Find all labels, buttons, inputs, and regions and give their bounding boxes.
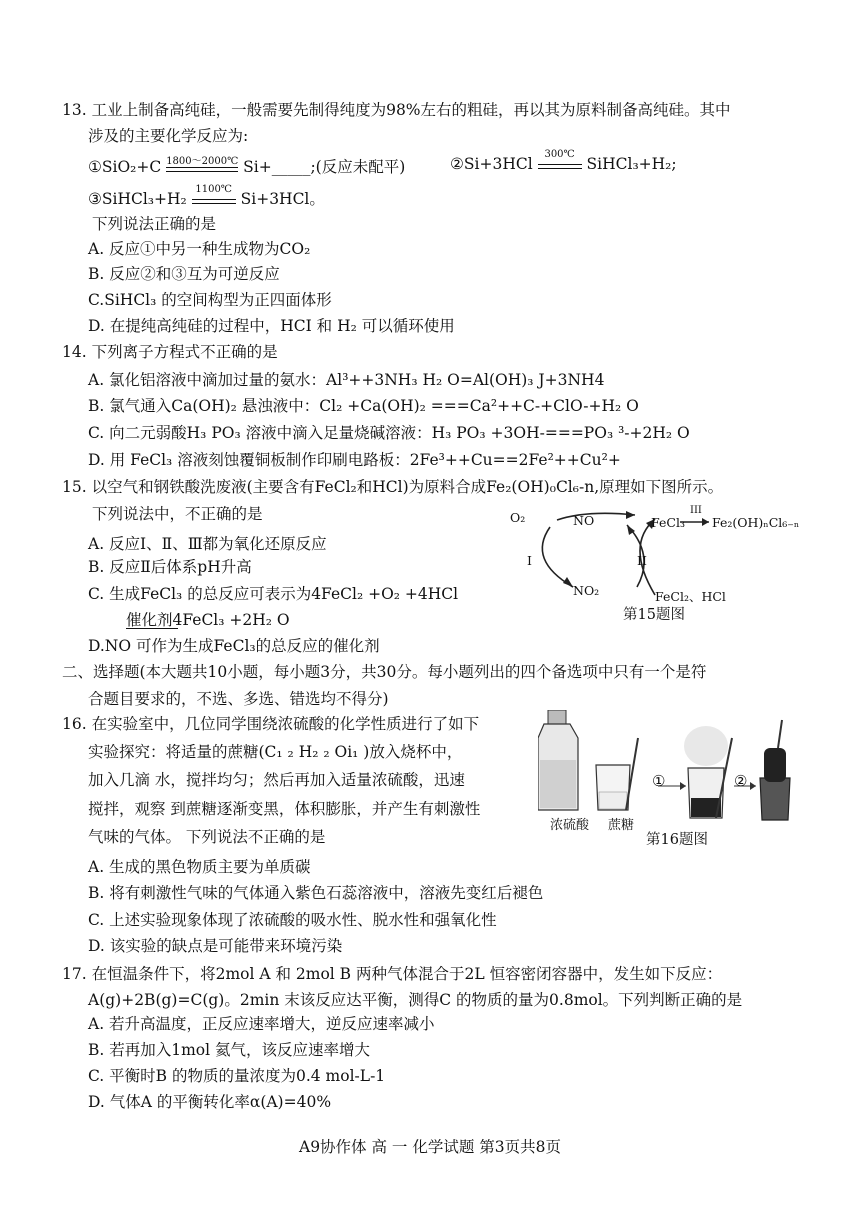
q13-r1-right: Si+_____;(反应未配平) xyxy=(243,158,406,176)
q17-stem-line2: A(g)+2B(g)=C(g)。2min 末该反应达平衡，测得C 的物质的量为0.8mol。下列判断正确的是 xyxy=(88,991,743,1009)
q14-stem: 14. 下列离子方程式不正确的是 xyxy=(62,343,278,361)
q16-stem-line3: 加入几滴 水，搅拌均匀；然后再加入适量浓硫酸，迅速 xyxy=(88,771,465,789)
q15-prompt: 下列说法中，不正确的是 xyxy=(92,505,263,523)
q13-prompt: 下列说法正确的是 xyxy=(92,215,217,233)
q13-r2-arrow xyxy=(538,148,582,169)
q16-fig-step2: ② xyxy=(734,772,748,790)
q15-fig-product: Fe₂(OH)ₙCl₆₋ₙ xyxy=(712,515,800,530)
q13-r2-right: SiHCl₃+H₂; xyxy=(586,155,677,173)
q16-stem-line2: 实验探究：将适量的蔗糖(C₁ ₂ H₂ ₂ Oi₁ )放入烧杯中， xyxy=(88,743,463,761)
q14-option-d: D. 用 FeCl₃ 溶液刻蚀覆铜板制作印刷电路板：2Fe³++Cu==2Fe²++Cu²+ xyxy=(88,451,621,469)
q15-fig-label-ii: II xyxy=(637,553,647,568)
section2-line2: 合题目要求的，不选、多选、错选均不得分) xyxy=(88,690,389,708)
q13-r2-condition: 300℃ xyxy=(544,148,575,160)
q13-r2-left: ②Si+3HCl xyxy=(450,155,533,173)
q15-option-c: C. 生成FeCl₃ 的总反应可表示为4FeCl₂ +O₂ +4HCl xyxy=(88,585,459,603)
q16-option-c: C. 上述实验现象体现了浓硫酸的吸水性、脱水性和强氧化性 xyxy=(88,911,497,929)
q14-option-a: A. 氯化铝溶液中滴加过量的氨水：Al³++3NH₃ H₂ O=Al(OH)₃ J+3NH4 xyxy=(88,371,605,389)
q17-option-a: A. 若升高温度，正反应速率增大，逆反应速率减小 xyxy=(88,1015,435,1033)
q16-figure xyxy=(538,710,808,855)
q13-r3-left: ③SiHCl₃+H₂ xyxy=(88,190,187,208)
q15-fig-o2: O₂ xyxy=(510,510,526,525)
q16-fig-sugar-label: 蔗糖 xyxy=(608,818,635,833)
q16-option-b: B. 将有刺激性气味的气体通入紫色石蕊溶液中，溶液先变红后褪色 xyxy=(88,884,544,902)
q13-option-a: A. 反应①中另一种生成物为CO₂ xyxy=(88,240,311,258)
q14-option-b: B. 氯气通入Ca(OH)₂ 悬浊液中：Cl₂ +Ca(OH)₂ ===Ca²++C-+ClO-+H₂ O xyxy=(88,397,639,415)
q16-fig-step1: ① xyxy=(652,772,666,790)
q13-r3-right: Si+3HCl。 xyxy=(240,190,325,208)
q13-stem-line2: 涉及的主要化学反应为: xyxy=(88,127,249,145)
q13-reaction-3 xyxy=(88,183,325,209)
q13-r3-condition: 1100℃ xyxy=(195,183,232,195)
q15-figure xyxy=(505,505,805,625)
q15-fig-no: NO xyxy=(573,513,595,528)
q16-stem-line5: 气味的气体。 下列说法不正确的是 xyxy=(88,828,326,846)
q15-fig-label-i: I xyxy=(527,553,532,568)
q13-reaction-1 xyxy=(88,155,405,177)
q13-reaction-2 xyxy=(450,148,677,173)
q13-r1-left: ①SiO₂+C xyxy=(88,158,162,176)
section2-line1: 二、选择题(本大题共10小题，每小题3分，共30分。每小题列出的四个备选项中只有一个是符 xyxy=(62,663,707,681)
q16-stem-line1: 16. 在实验室中，几位同学围绕浓硫酸的化学性质进行了如下 xyxy=(62,715,480,733)
q16-fig-acid-label: 浓硫酸 xyxy=(550,818,590,833)
q13-stem-line1: 13. 工业上制备高纯硅，一般需要先制得纯度为98%左右的粗硅，再以其为原料制备高纯硅。其中 xyxy=(62,101,731,119)
q15-option-b: B. 反应Ⅱ后体系pH升高 xyxy=(88,558,252,576)
q15-fig-reactants: FeCl₂、HCl xyxy=(655,589,726,604)
q17-option-d: D. 气体A 的平衡转化率α(A)=40% xyxy=(88,1093,332,1111)
q15-stem: 15. 以空气和钢铁酸洗废液(主要含有FeCl₂和HCl)为原料合成Fe₂(OH)₀Cl₆-n,原理如下图所示。 xyxy=(62,478,724,496)
q16-option-d: D. 该实验的缺点是可能带来环境污染 xyxy=(88,937,343,955)
q15-fig-caption: 第15题图 xyxy=(623,607,685,623)
q17-option-c: C. 平衡时B 的物质的量浓度为0.4 mol-L-1 xyxy=(88,1067,386,1085)
q13-r1-arrow xyxy=(166,155,239,172)
q13-option-b: B. 反应②和③互为可逆反应 xyxy=(88,265,280,283)
q13-option-d: D. 在提纯高纯硅的过程中，HCI 和 H₂ 可以循环使用 xyxy=(88,317,455,335)
q15-option-d: D.NO 可作为生成FeCl₃的总反应的催化剂 xyxy=(88,637,380,655)
q13-option-c: C.SiHCl₃ 的空间构型为正四面体形 xyxy=(88,291,332,309)
q17-option-b: B. 若再加入1mol 氦气，该反应速率增大 xyxy=(88,1041,371,1059)
q17-stem-line1: 17. 在恒温条件下，将2mol A 和 2mol B 两种气体混合于2L 恒容密闭容器中，发生如下反应： xyxy=(62,965,723,983)
q16-option-a: A. 生成的黑色物质主要为单质碳 xyxy=(88,858,311,876)
q15-fig-label-iii: III xyxy=(690,505,702,516)
q15-catalyst-underline xyxy=(126,628,178,629)
q16-stem-line4: 搅拌，观察 到蔗糖逐渐变黑，体积膨胀，并产生有刺激性 xyxy=(88,800,481,818)
q13-r1-condition: 1800～2000℃ xyxy=(166,155,239,167)
q15-fig-fecl3: FeCl₃ xyxy=(651,515,685,530)
q16-fig-caption: 第16题图 xyxy=(646,832,708,848)
q14-option-c: C. 向二元弱酸H₃ PO₃ 溶液中滴入足量烧碱溶液：H₃ PO₃ +3OH-===PO₃ ³-+2H₂ O xyxy=(88,424,690,442)
page-footer: A9协作体 高 一 化学试题 第3页共8页 xyxy=(299,1138,561,1156)
q15-option-c-line2: 催化剂4FeCl₃ +2H₂ O xyxy=(126,611,290,629)
q13-r3-arrow xyxy=(192,183,236,204)
q15-option-a: A. 反应Ⅰ、Ⅱ、Ⅲ都为氧化还原反应 xyxy=(88,535,327,553)
q15-fig-no2: NO₂ xyxy=(573,583,600,598)
